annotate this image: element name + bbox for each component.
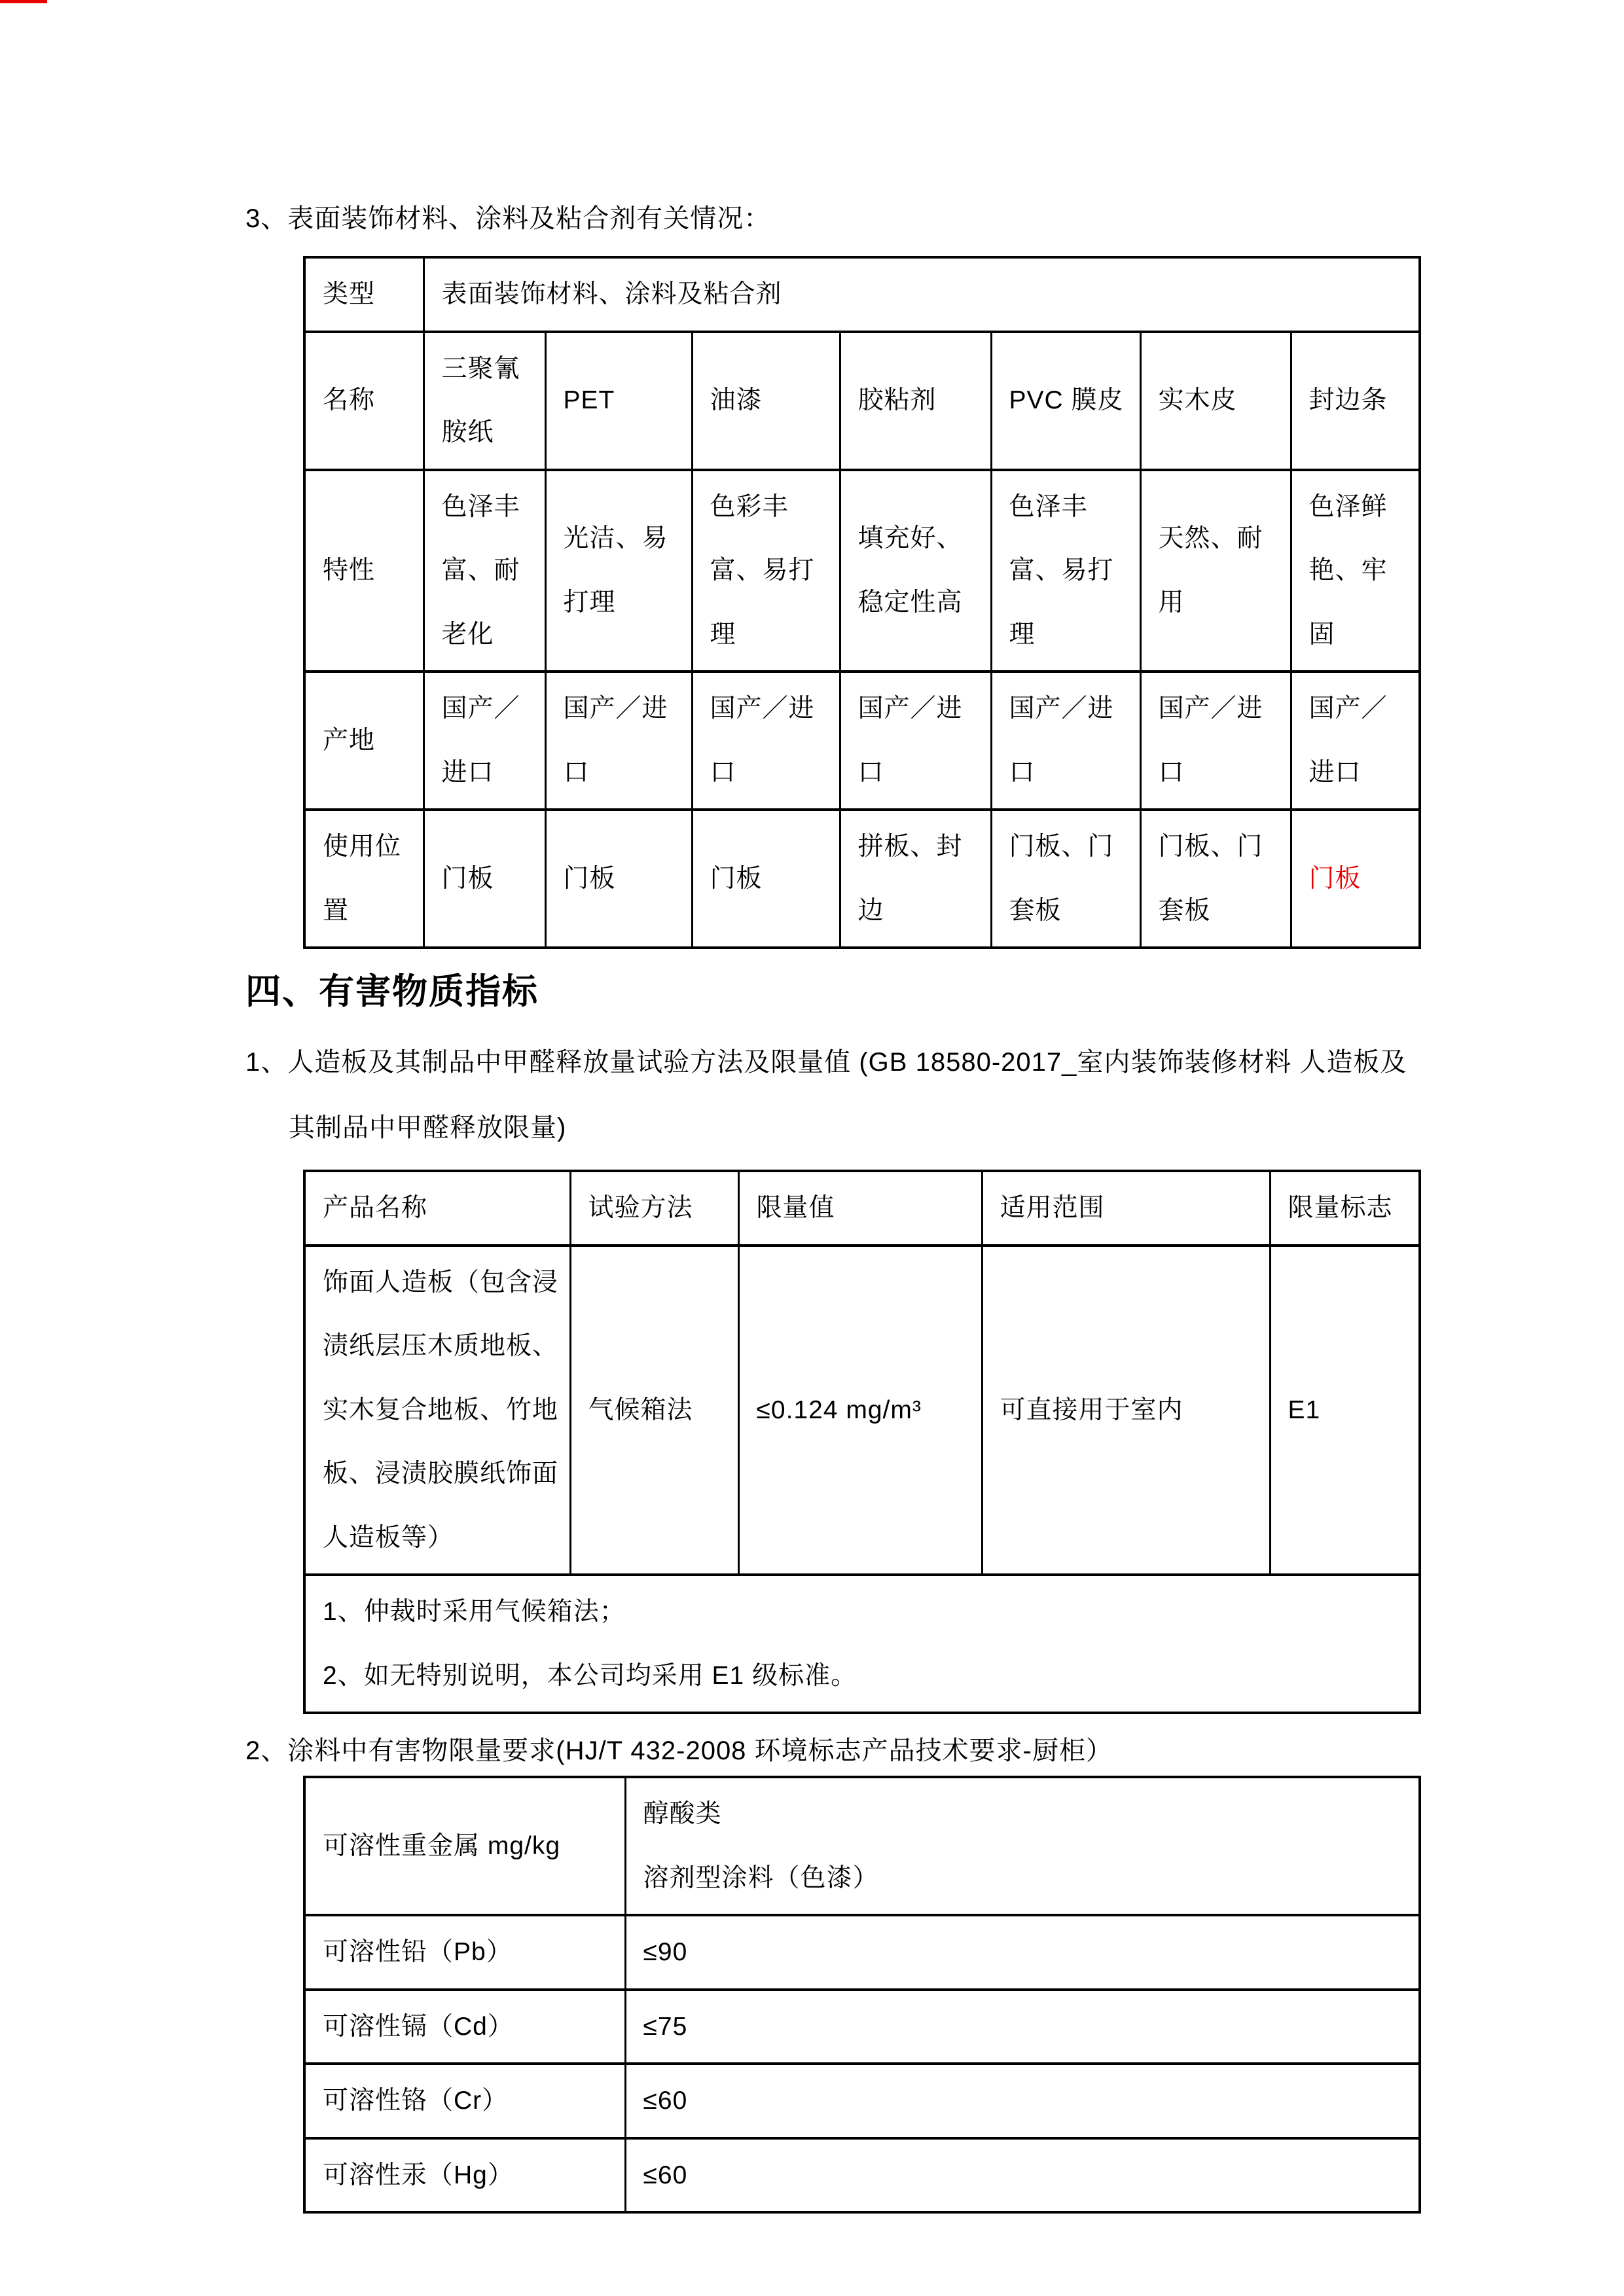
table-row: [304, 470, 1420, 672]
coating-type-line: 醇酸类: [643, 1800, 722, 1829]
note-line: 2、如无特别说明，本公司均采用 E1 级标准。: [323, 1661, 857, 1690]
material-feature-cell: 色泽鲜艳、牢固: [1291, 470, 1420, 672]
item2-paragraph: 2、涂料中有害物限量要求(HJ/T 432-2008 环境标志产品技术要求-厨柜）: [245, 1736, 1113, 1766]
section4-heading: 四、有害物质指标: [245, 972, 539, 1011]
column-header: 试验方法: [570, 1171, 738, 1246]
column-header: 限量标志: [1270, 1171, 1420, 1246]
table-row: [304, 672, 1420, 810]
material-name-cell: 胶粘剂: [840, 332, 991, 470]
material-origin-cell: 国产／进口: [692, 672, 840, 810]
note-line: 1、仲裁时采用气候箱法；: [323, 1598, 626, 1626]
metal-label: 可溶性镉（Cd）: [304, 1990, 625, 2064]
material-origin-cell: 国产／进口: [545, 672, 692, 810]
material-position-cell: 门板、门套板: [991, 810, 1140, 948]
table-row: [304, 332, 1420, 470]
feature-row-label: 特性: [304, 470, 424, 672]
coating-type-cell: [625, 1777, 1420, 1915]
material-position-cell: 拼板、封边: [840, 810, 991, 948]
material-name-cell: PVC 膜皮: [991, 332, 1140, 470]
heavy-metal-limit-table: [303, 1776, 1421, 2214]
table-header-row: [304, 1171, 1420, 1246]
formaldehyde-limit-table: [303, 1170, 1421, 1714]
material-position-cell-highlighted: 门板: [1291, 810, 1420, 948]
table-row: [304, 810, 1420, 948]
name-row-label: 名称: [304, 332, 424, 470]
section3-title: 3、表面装饰材料、涂料及粘合剂有关情况：: [245, 204, 771, 233]
table-notes-row: [304, 1575, 1420, 1713]
table-header-row: [304, 1777, 1420, 1915]
material-name-cell: PET: [545, 332, 692, 470]
material-position-cell: 门板: [545, 810, 692, 948]
material-origin-cell: 国产／进口: [1140, 672, 1291, 810]
material-name-cell: 三聚氰胺纸: [424, 332, 545, 470]
material-origin-cell: 国产／进口: [991, 672, 1140, 810]
material-origin-cell: 国产／进口: [424, 672, 545, 810]
material-position-cell: 门板: [692, 810, 840, 948]
table-row: [304, 257, 1420, 332]
material-feature-cell: 色泽丰富、耐老化: [424, 470, 545, 672]
type-row-value: 表面装饰材料、涂料及粘合剂: [424, 257, 1420, 332]
metal-limit-value: ≤60: [625, 2138, 1420, 2213]
table-row: [304, 2138, 1420, 2213]
metal-limit-value: ≤90: [625, 1915, 1420, 1990]
material-name-cell: 油漆: [692, 332, 840, 470]
metal-label: 可溶性铬（Cr）: [304, 2064, 625, 2138]
metal-limit-value: ≤60: [625, 2064, 1420, 2138]
scope-cell: 可直接用于室内: [982, 1246, 1270, 1575]
limit-value-cell: ≤0.124 mg/m³: [738, 1246, 982, 1575]
table-row: [304, 1246, 1420, 1575]
type-row-label: 类型: [304, 257, 424, 332]
metal-header-label: 可溶性重金属 mg/kg: [304, 1777, 625, 1915]
material-feature-cell: 色彩丰富、易打理: [692, 470, 840, 672]
product-name-cell: 饰面人造板（包含浸渍纸层压木质地板、实木复合地板、竹地板、浸渍胶膜纸饰面人造板等）: [304, 1246, 570, 1575]
material-origin-cell: 国产／进口: [1291, 672, 1420, 810]
notes-cell: [304, 1575, 1420, 1713]
material-feature-cell: 色泽丰富、易打理: [991, 470, 1140, 672]
material-name-cell: 封边条: [1291, 332, 1420, 470]
table-row: [304, 1915, 1420, 1990]
limit-mark-cell: E1: [1270, 1246, 1420, 1575]
material-position-cell: 门板: [424, 810, 545, 948]
material-feature-cell: 光洁、易打理: [545, 470, 692, 672]
material-origin-cell: 国产／进口: [840, 672, 991, 810]
material-feature-cell: 填充好、稳定性高: [840, 470, 991, 672]
metal-limit-value: ≤75: [625, 1990, 1420, 2064]
material-name-cell: 实木皮: [1140, 332, 1291, 470]
origin-row-label: 产地: [304, 672, 424, 810]
item1-paragraph: 1、人造板及其制品中甲醛释放量试验方法及限量值 (GB 18580-2017_室内装饰装修材料 人造板及其制品中甲醛释放限量): [245, 1048, 1407, 1143]
scan-artifact: [0, 0, 47, 3]
metal-label: 可溶性汞（Hg）: [304, 2138, 625, 2213]
test-method-cell: 气候箱法: [570, 1246, 738, 1575]
material-position-cell: 门板、门套板: [1140, 810, 1291, 948]
column-header: 产品名称: [304, 1171, 570, 1246]
position-row-label: 使用位置: [304, 810, 424, 948]
table-row: [304, 2064, 1420, 2138]
column-header: 限量值: [738, 1171, 982, 1246]
surface-materials-table: [303, 256, 1421, 949]
column-header: 适用范围: [982, 1171, 1270, 1246]
metal-label: 可溶性铅（Pb）: [304, 1915, 625, 1990]
material-feature-cell: 天然、耐用: [1140, 470, 1291, 672]
table-row: [304, 1990, 1420, 2064]
coating-type-line: 溶剂型涂料（色漆）: [643, 1863, 879, 1892]
